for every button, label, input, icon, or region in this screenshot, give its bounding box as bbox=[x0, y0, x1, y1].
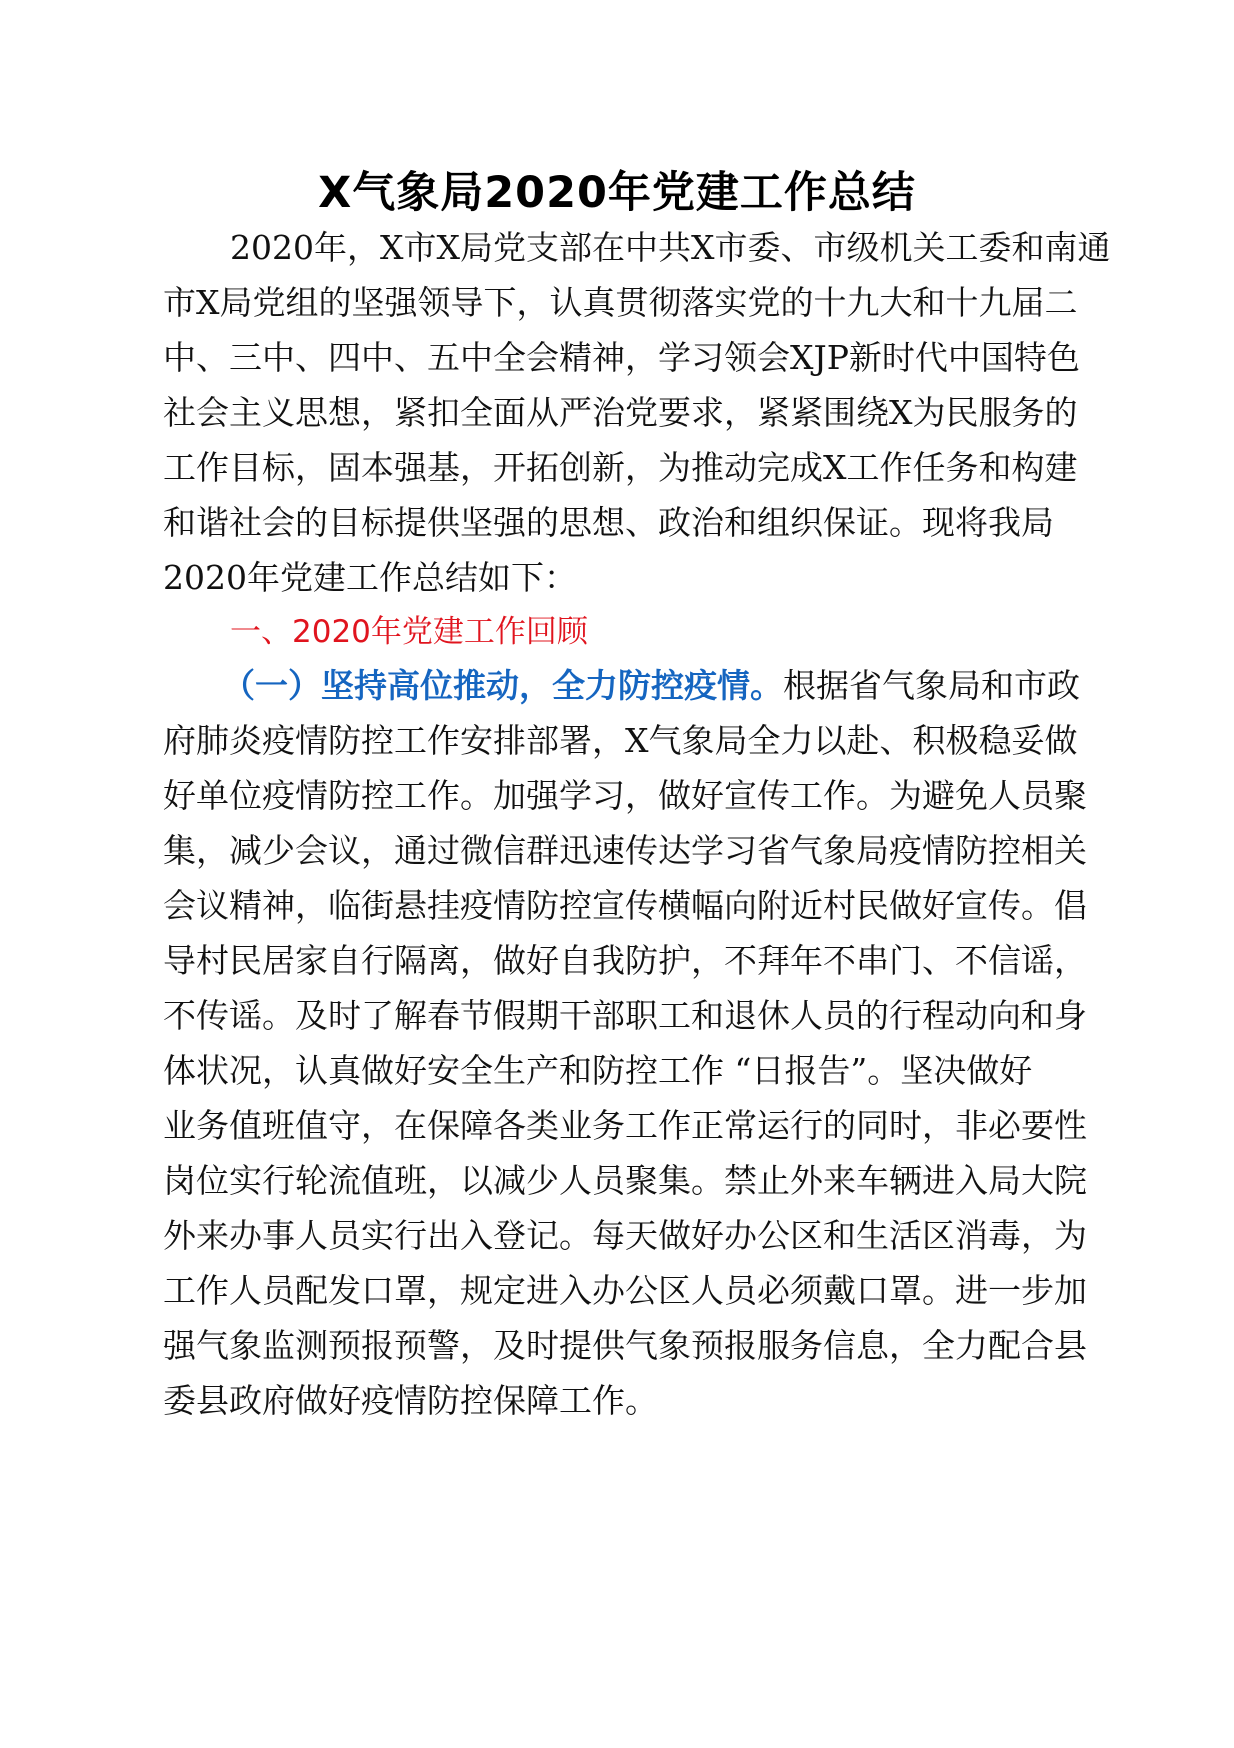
body-line: 体状况，认真做好安全生产和防控工作 “日报告”。坚决做好 bbox=[163, 1051, 1033, 1090]
intro-line: 2020年党建工作总结如下： bbox=[163, 558, 577, 597]
intro-line: 社会主义思想，紧扣全面从严治党要求，紧紧围绕X为民服务的 bbox=[163, 393, 1078, 432]
body-line: 府肺炎疫情防控工作安排部署，X气象局全力以赴、积极稳妥做 bbox=[163, 721, 1078, 760]
body-line: 会议精神，临街悬挂疫情防控宣传横幅向附近村民做好宣传。倡 bbox=[163, 886, 1087, 925]
body-line: 委县政府做好疫情防控保障工作。 bbox=[163, 1381, 658, 1420]
body-line: 工作人员配发口罩，规定进入办公区人员必须戴口罩。进一步加 bbox=[163, 1271, 1087, 1310]
subsection-first-line-text: 根据省气象局和市政 bbox=[783, 666, 1080, 705]
body-line: 集，减少会议，通过微信群迅速传达学习省气象局疫情防控相关 bbox=[163, 831, 1087, 870]
intro-line: 市X局党组的坚强领导下，认真贯彻落实党的十九大和十九届二 bbox=[163, 283, 1078, 322]
subsection-first-line bbox=[222, 666, 1080, 706]
intro-line: 工作目标，固本强基，开拓创新，为推动完成X工作任务和构建 bbox=[163, 448, 1078, 487]
document-title: X气象局2020年党建工作总结 bbox=[318, 168, 916, 218]
body-line: 岗位实行轮流值班，以减少人员聚集。禁止外来车辆进入局大院 bbox=[163, 1161, 1087, 1200]
body-line: 外来办事人员实行出入登记。每天做好办公区和生活区消毒，为 bbox=[163, 1216, 1087, 1255]
intro-line: 中、三中、四中、五中全会精神，学习领会XJP新时代中国特色 bbox=[163, 338, 1080, 377]
intro-line: 和谐社会的目标提供坚强的思想、政治和组织保证。现将我局 bbox=[163, 503, 1054, 542]
subsection-heading: （一）坚持高位推动，全力防控疫情。 bbox=[222, 666, 783, 705]
body-line: 业务值班值守，在保障各类业务工作正常运行的同时，非必要性 bbox=[163, 1106, 1087, 1145]
body-line: 不传谣。及时了解春节假期干部职工和退休人员的行程动向和身 bbox=[163, 996, 1087, 1035]
body-line: 导村民居家自行隔离，做好自我防护，不拜年不串门、不信谣， bbox=[163, 941, 1087, 980]
intro-line: 2020年，X市X局党支部在中共X市委、市级机关工委和南通 bbox=[230, 228, 1111, 267]
body-line: 好单位疫情防控工作。加强学习，做好宣传工作。为避免人员聚 bbox=[163, 776, 1087, 815]
section-heading: 一、2020年党建工作回顾 bbox=[230, 614, 588, 650]
body-line: 强气象监测预报预警，及时提供气象预报服务信息，全力配合县 bbox=[163, 1326, 1087, 1365]
